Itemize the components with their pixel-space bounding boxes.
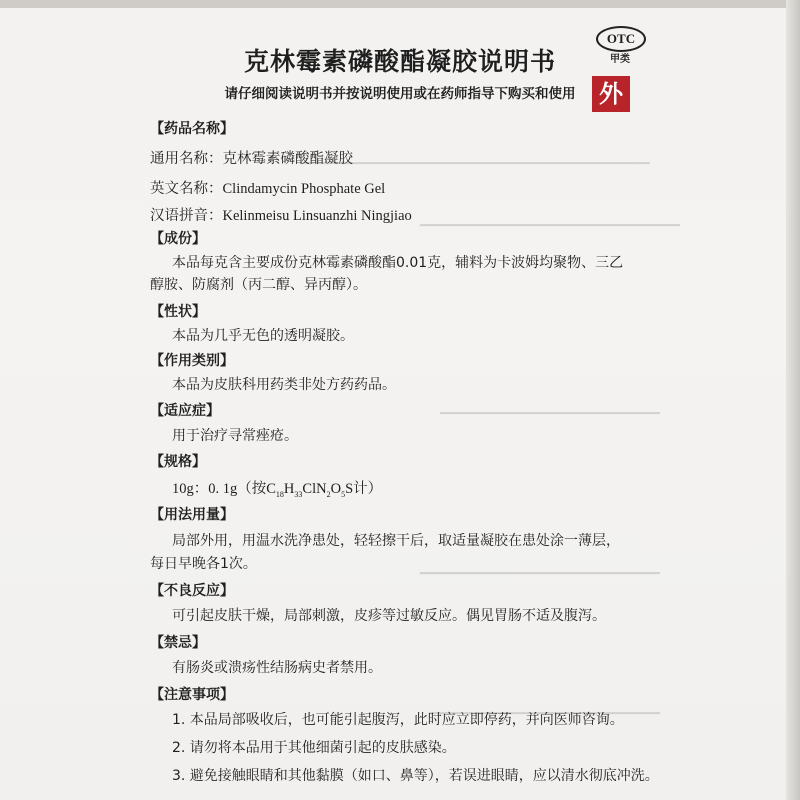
document-subtitle: 请仔细阅读说明书并按说明使用或在药师指导下购买和使用 [224,86,576,102]
document-title: 克林霉素磷酸酯凝胶说明书 [243,47,556,76]
section-heading-category: 【作用类别】 [150,353,234,369]
bleed-through-shadow: ▁▁▁▁▁▁▁▁▁▁▁▁▁▁▁▁▁▁▁▁▁▁▁▁▁▁▁▁▁▁▁▁▁▁▁ [300,150,650,165]
section-heading-contra: 【禁忌】 [150,635,206,651]
bleed-through-shadow: ▁▁▁▁▁▁▁▁▁▁▁▁▁▁▁▁▁▁▁▁▁▁▁▁▁▁ [420,212,680,227]
bleed-through-shadow: ▁▁▁▁▁▁▁▁▁▁▁▁▁▁▁▁▁▁▁▁▁▁▁▁ [420,560,660,575]
spec-text: 10g：0. 1g（按$C_{18}H_{33}ClN_2O_5S$计） [172,481,383,499]
english-name: 英文名称：Clindamycin Phosphate Gel [150,181,386,197]
otc-badge: OTC [596,26,646,52]
category-text: 本品为皮肤科用药类非处方药药品。 [172,377,396,393]
section-heading-adverse: 【不良反应】 [150,583,234,599]
page-edge-top [0,0,800,8]
section-heading-character: 【性状】 [150,304,206,320]
bleed-through-shadow: ▁▁▁▁▁▁▁▁▁▁▁▁▁▁▁▁▁▁▁▁▁▁▁ [430,700,660,715]
usage-line-1: 局部外用，用温水洗净患处，轻轻擦干后，取适量凝胶在患处涂一薄层， [172,533,620,549]
section-heading-composition: 【成份】 [150,231,206,247]
character-text: 本品为几乎无色的透明凝胶。 [172,328,354,344]
section-heading-notes: 【注意事项】 [150,687,234,703]
pinyin-name: 汉语拼音：Kelinmeisu Linsuanzhi Ningjiao [150,208,412,224]
composition-line-1: 本品每克含主要成份克林霉素磷酸酯0.01克，辅料为卡波姆均聚物、三乙 [172,255,624,271]
indication-text: 用于治疗寻常痤疮。 [172,428,298,444]
section-heading-spec: 【规格】 [150,454,206,470]
page-edge-right [786,0,800,800]
note-item-3: 3. 避免接触眼睛和其他黏膜（如口、鼻等），若误进眼睛，应以清水彻底冲洗。 [172,768,659,784]
section-heading-indication: 【适应症】 [150,403,220,419]
composition-line-2: 醇胺、防腐剂（丙二醇、异丙醇）。 [150,277,367,293]
external-use-mark: 外 [592,76,630,112]
adverse-text: 可引起皮肤干燥，局部刺激，皮疹等过敏反应。偶见胃肠不适及腹泻。 [172,608,606,624]
bleed-through-shadow: ▁▁▁▁▁▁▁▁▁▁▁▁▁▁▁▁▁▁▁▁▁▁ [440,400,660,415]
usage-line-2: 每日早晚各1次。 [150,556,257,572]
note-item-2: 2. 请勿将本品用于其他细菌引起的皮肤感染。 [172,740,456,756]
generic-name: 通用名称：克林霉素磷酸酯凝胶 [150,151,353,167]
otc-class-label: 甲类 [610,54,630,65]
contra-text: 有肠炎或溃疡性结肠病史者禁用。 [172,660,382,676]
section-heading-name: 【药品名称】 [150,121,234,137]
note-item-1: 1. 本品局部吸收后，也可能引起腹泻，此时应立即停药，并向医师咨询。 [172,712,624,728]
section-heading-usage: 【用法用量】 [150,507,234,523]
